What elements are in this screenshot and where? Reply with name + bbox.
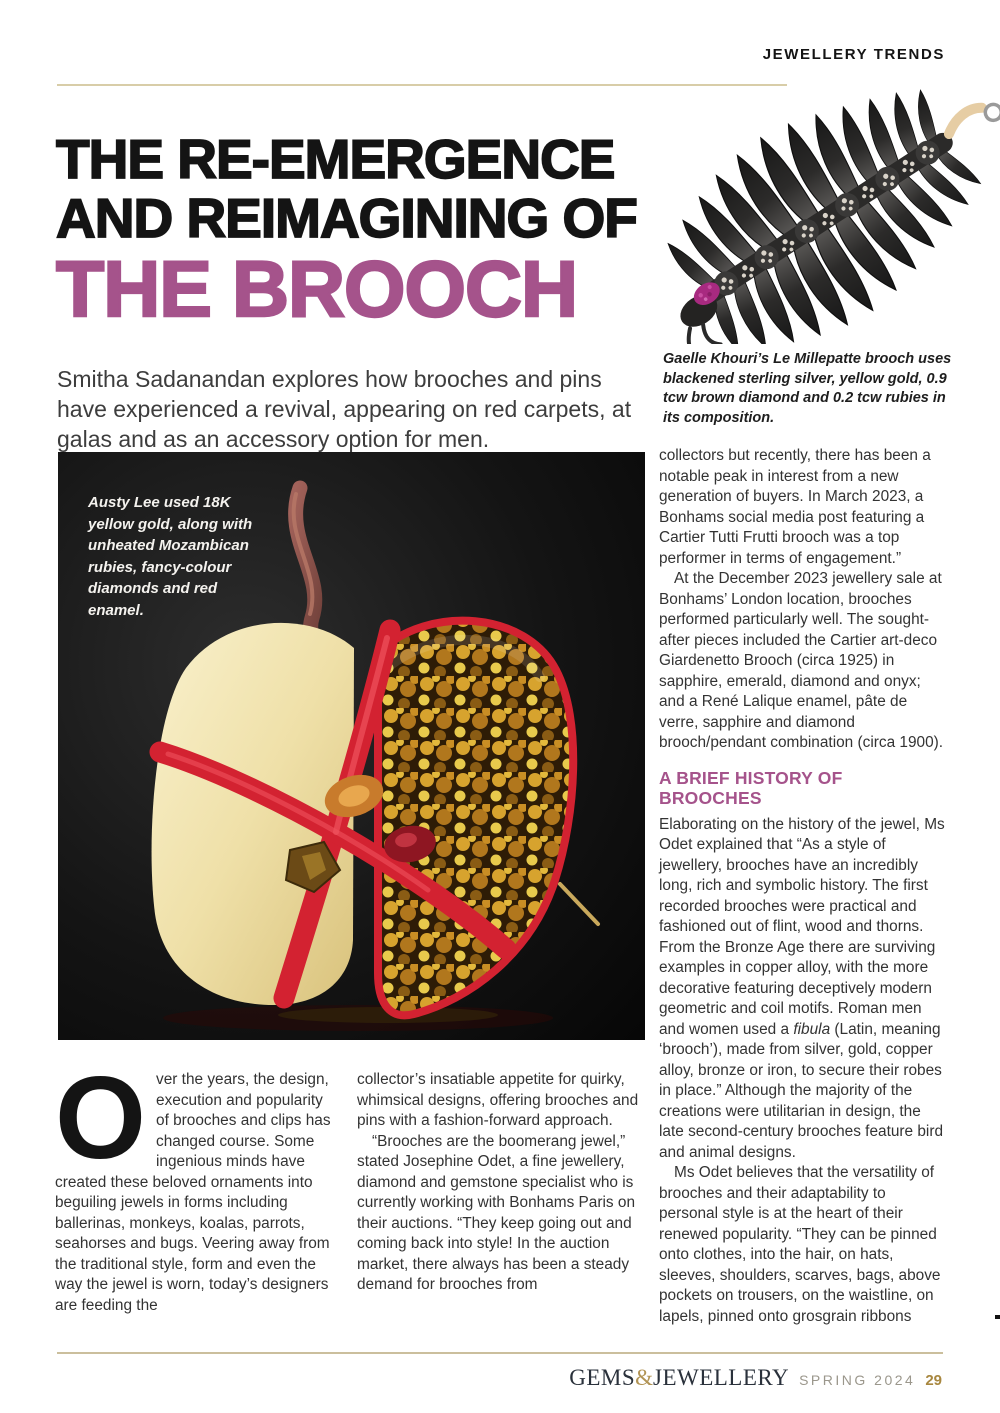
section-heading: A BRIEF HISTORY OF BROOCHES	[659, 767, 843, 808]
magazine-name-ampersand: &	[635, 1365, 653, 1390]
apple-brooch-photo	[58, 452, 645, 1040]
footer-rule	[57, 1352, 943, 1354]
body-text: Elaborating on the history of the jewel, Ms Odet explained that “As a style of jewellery, brooches have an incredibly long, rich and symbolic history. The first recorded brooches were practical and fashioned out of flint, wood and thorns. From the Bronze Age there are surviving examples in copper alloy, with the more decorative featuring deceptively modern geometric and coil motifs. Roman men and women used a	[659, 815, 945, 1038]
body-paragraph: collector’s insatiable appetite for quirky, whimsical designs, offering brooches and pins with a fashion-forward approach.	[357, 1071, 639, 1129]
body-paragraph: “Brooches are the boomerang jewel,” stated Josephine Odet, a fine jewellery, diamond and gemstone specialist who is currently working with Bonhams Paris on their auctions. “They keep going out and coming back into style! In the auction market, there always has been a steady demand for brooches from	[357, 1132, 636, 1293]
centipede-brooch-illustration	[655, 86, 1000, 344]
title-line-3: THE BROOCH	[56, 244, 578, 333]
title-line-2: AND REIMAGINING OF	[56, 187, 637, 249]
page-title	[56, 128, 656, 333]
apple-caption: Austy Lee used 18K yellow gold, along with unheated Mozambican rubies, fancy-colour diamonds and red enamel.	[88, 494, 253, 619]
body-paragraph: collectors but recently, there has been a notable peak in interest from a new generation of buyers. In March 2023, a Bonhams social media post featuring a Cartier Tutti Frutti brooch was a top performer in terms of engagement.”	[659, 447, 931, 567]
magazine-name-jewellery: JEWELLERY	[653, 1365, 790, 1390]
magazine-name-gems: GEMS	[569, 1365, 636, 1390]
issue-label: SPRING 2024	[799, 1372, 916, 1388]
drop-cap: O	[55, 1052, 147, 1183]
body-text: Ms Odet believes that the versatility of brooches and their adaptability to personal style is at the heart of their renewed popularity. “They can be pinned onto clothes, into the hair, on hats, sleeves, shoulders, scarves, bags, above pockets on trousers, on the waistline, on lapels, pinned onto grosgrain ribbons	[659, 1164, 941, 1325]
body-paragraph	[55, 1052, 336, 1316]
fibula-italic: fibula	[793, 1020, 831, 1038]
body-text: ver the years, the design, execution and popularity of brooches and clips has changed course. Some ingenious minds have created these beloved ornaments into beguiling jewels in forms including ballerinas, monkeys, koalas, parrots, seahorses and bugs. Veering away from the traditional style, form and even the way the jewel is worn, today’s designers are feeding the	[55, 1071, 331, 1314]
body-text: (Latin, meaning ‘brooch’), made from silver, gold, copper alloy, bronze or iron, to secure their robes in place.” Although the majority of the creations were utilitarian in design, the late second-century brooches feature bird and animal designs.	[659, 1020, 944, 1161]
body-paragraph	[659, 1163, 948, 1327]
body-paragraph	[659, 815, 948, 1164]
column-right	[659, 446, 948, 1327]
continue-arrow-icon	[980, 1309, 1000, 1325]
column-middle	[357, 1070, 647, 1296]
title-line-1: THE RE-EMERGENCE	[56, 128, 615, 190]
body-paragraph: At the December 2023 jewellery sale at Bonhams’ London location, brooches performed particularly well. The sought-after pieces included the Cartier art-deco Giardenetto Brooch (circa 1925) in sapphire, emerald, diamond and onyx; and a René Lalique enamel, pâte de verre, sapphire and diamond brooch/pendant combination (circa 1900).	[659, 570, 944, 751]
footer	[569, 1365, 942, 1391]
section-label: JEWELLERY TRENDS	[762, 46, 945, 63]
page-number: 29	[925, 1372, 942, 1389]
standfirst: Smitha Sadanandan explores how brooches and pins have experienced a revival, appearing on red carpets, at galas and as an accessory option for men.	[57, 366, 632, 452]
millepatte-brooch-photo	[655, 86, 1000, 344]
millepatte-caption: Gaelle Khouri’s Le Millepatte brooch uses blackened sterling silver, yellow gold, 0.9 tcw brown diamond and 0.2 tcw rubies in its composition.	[663, 351, 952, 426]
column-left	[55, 1052, 336, 1316]
